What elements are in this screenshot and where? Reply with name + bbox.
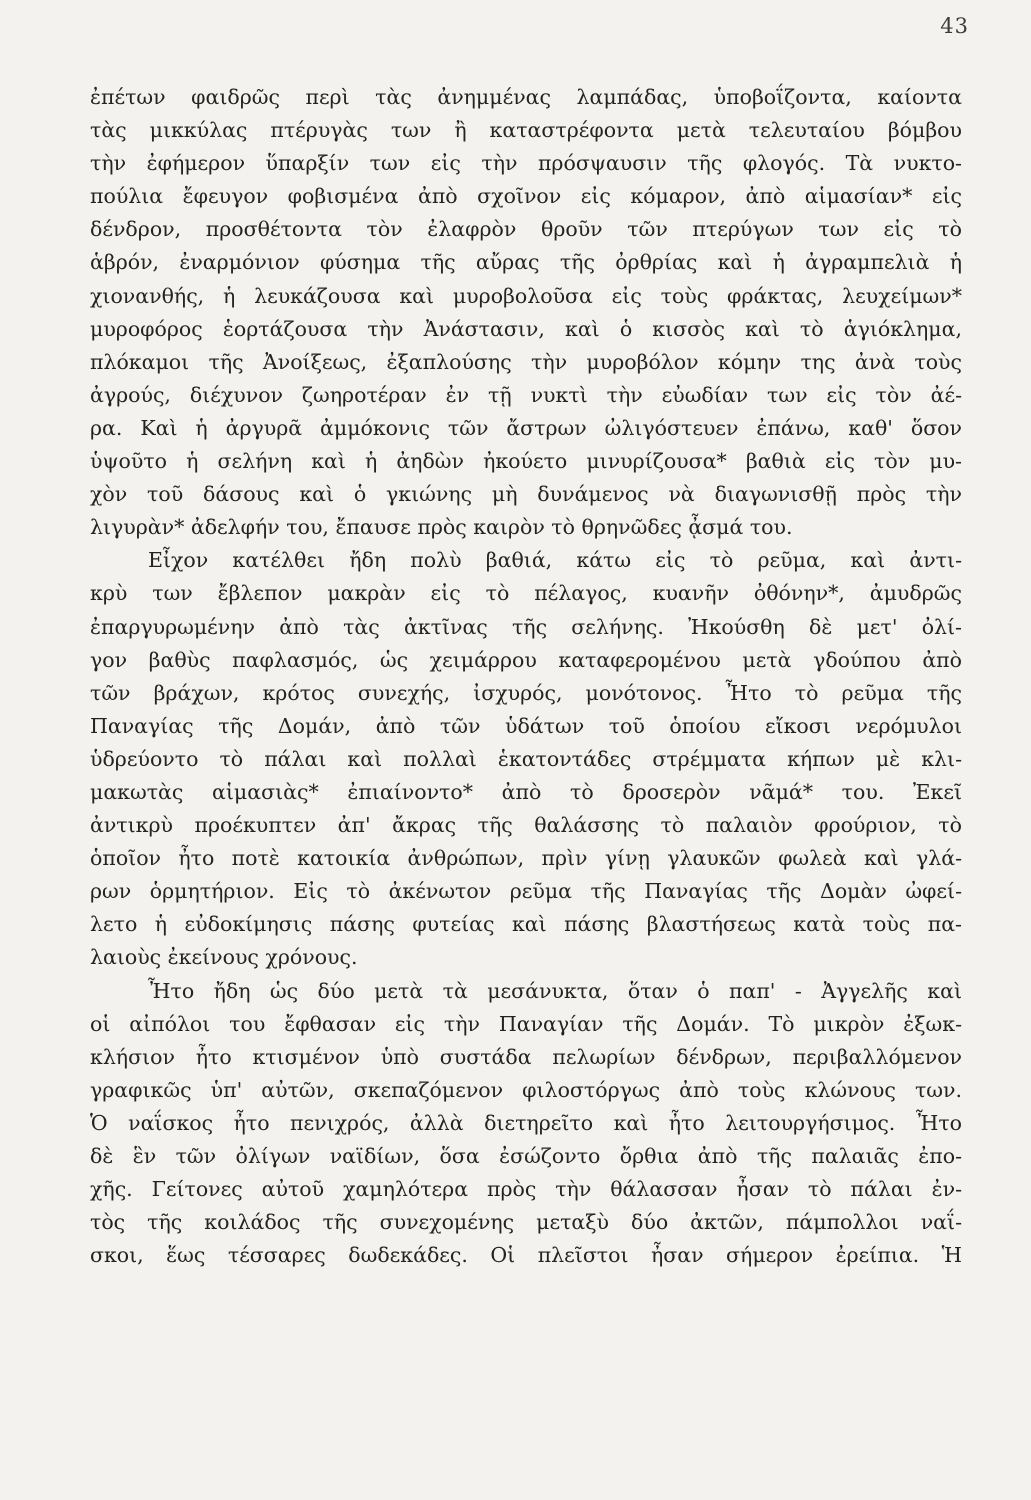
text-line: κρὺ των ἔβλεπον μακρὰν εἰς τὸ πέλαγος, κυανῆν ὀθόνην*, ἀμυδρῶς xyxy=(90,581,962,606)
text-line: ἁβρόν, ἐναρμόνιον φύσημα τῆς αὔρας τῆς ὀρθρίας καὶ ἡ ἀγραμπελιὰ ἡ xyxy=(90,250,962,275)
text-line: πούλια ἔφευγον φοβισμένα ἀπὸ σχοῖνον εἰς κόμαρον, ἀπὸ αἱμασίαν* εἰς xyxy=(90,184,962,209)
text-line: ἐπαργυρωμένην ἀπὸ τὰς ἀκτῖνας τῆς σελήνης. Ἠκούσθη δὲ μετ' ὀλί- xyxy=(90,614,962,639)
text-line: σκοι, ἕως τέσσαρες δωδεκάδες. Οἱ πλεῖστοι ἦσαν σήμερον ἐρείπια. Ἡ xyxy=(90,1243,962,1268)
text-line: Ὁ ναΐσκος ἦτο πενιχρός, ἀλλὰ διετηρεῖτο καὶ ἦτο λειτουργήσιμος. Ἦτο xyxy=(90,1110,962,1135)
text-line: λετο ἡ εὐδοκίμησις πάσης φυτείας καὶ πάσης βλαστήσεως κατὰ τοὺς πα- xyxy=(90,912,962,937)
text-line: τὰς μικκύλας πτέρυγὰς των ἢ καταστρέφοντα μετὰ τελευταίου βόμβου xyxy=(90,118,962,143)
text-line: μυροφόρος ἑορτάζουσα τὴν Ἀνάστασιν, καὶ ὁ κισσὸς καὶ τὸ ἁγιόκλημα, xyxy=(90,316,962,341)
text-line: χῆς. Γείτονες αὐτοῦ χαμηλότερα πρὸς τὴν θάλασσαν ἦσαν τὸ πάλαι ἐν- xyxy=(90,1177,962,1202)
text-line: λαιοὺς ἐκείνους χρόνους. xyxy=(90,945,358,970)
text-line: μακωτὰς αἱμασιὰς* ἐπιαίνοντο* ἀπὸ τὸ δροσερὸν νᾶμά* του. Ἐκεῖ xyxy=(90,779,962,804)
text-line: κλήσιον ἦτο κτισμένον ὑπὸ συστάδα πελωρίων δένδρων, περιβαλλόμενον xyxy=(90,1044,962,1069)
text-line: ρα. Καὶ ἡ ἀργυρᾶ ἀμμόκονις τῶν ἄστρων ὠλιγόστευεν ἐπάνω, καθ' ὅσον xyxy=(90,415,962,440)
text-line: οἱ αἰπόλοι του ἔφθασαν εἰς τὴν Παναγίαν τῆς Δομάν. Τὸ μικρὸν ἐξωκ- xyxy=(90,1011,962,1036)
text-line: ὁποῖον ἦτο ποτὲ κατοικία ἀνθρώπων, πρὶν γίνῃ γλαυκῶν φωλεὰ καὶ γλά- xyxy=(90,846,962,871)
text-line: ἐπέτων φαιδρῶς περὶ τὰς ἀνημμένας λαμπάδας, ὑποβοΐζοντα, καίοντα xyxy=(90,85,962,109)
text-line: τῶν βράχων, κρότος συνεχής, ἰσχυρός, μονότονος. Ἦτο τὸ ρεῦμα τῆς xyxy=(90,680,962,705)
text-line: λιγυρὰν* ἀδελφήν του, ἔπαυσε πρὸς καιρὸν τὸ θρηνῶδες ᾆσμά του. xyxy=(90,515,793,540)
text-line: τὴν ἐφήμερον ὕπαρξίν των εἰς τὴν πρόσψαυσιν τῆς φλογός. Τὰ νυκτο- xyxy=(90,151,962,176)
text-line: ὑψοῦτο ἡ σελήνη καὶ ἡ ἀηδὼν ἠκούετο μινυρίζουσα* βαθιὰ εἰς τὸν μυ- xyxy=(90,449,962,474)
paragraph-first-line: Εἶχον κατέλθει ἤδη πολὺ βαθιά, κάτω εἰς τὸ ρεῦμα, καὶ ἀντι- xyxy=(148,548,962,573)
text-line: πλόκαμοι τῆς Ἀνοίξεως, ἐξαπλούσης τὴν μυροβόλον κόμην της ἀνὰ τοὺς xyxy=(90,349,962,374)
text-line: γραφικῶς ὑπ' αὐτῶν, σκεπαζόμενον φιλοστόργως ἀπὸ τοὺς κλώνους των. xyxy=(90,1077,962,1102)
body-text xyxy=(90,81,962,1272)
text-line: δένδρον, προσθέτοντα τὸν ἐλαφρὸν θροῦν τῶν πτερύγων των εἰς τὸ xyxy=(90,217,962,242)
text-line: ὑδρεύοντο τὸ πάλαι καὶ πολλαὶ ἑκατοντάδες στρέμματα κήπων μὲ κλι- xyxy=(90,746,962,771)
text-line: γον βαθὺς παφλασμός, ὡς χειμάρρου καταφερομένου μετὰ γδούπου ἀπὸ xyxy=(90,647,962,672)
text-line: ἀντικρὺ προέκυπτεν ἀπ' ἄκρας τῆς θαλάσσης τὸ παλαιὸν φρούριον, τὸ xyxy=(90,813,962,838)
text-line: δὲ ἓν τῶν ὀλίγων ναϊδίων, ὅσα ἐσώζοντο ὄρθια ἀπὸ τῆς παλαιᾶς ἐπο- xyxy=(90,1144,962,1168)
text-line: τὸς τῆς κοιλάδος τῆς συνεχομένης μεταξὺ δύο ἀκτῶν, πάμπολλοι ναΐ- xyxy=(90,1210,962,1235)
page-number: 43 xyxy=(940,14,969,38)
text-line: ἀγρούς, διέχυνον ζωηροτέραν ἐν τῇ νυκτὶ τὴν εὐωδίαν των εἰς τὸν ἀέ- xyxy=(90,382,962,407)
text-line: χὸν τοῦ δάσους καὶ ὁ γκιώνης μὴ δυνάμενος νὰ διαγωνισθῇ πρὸς τὴν xyxy=(90,482,962,507)
text-line: Παναγίας τῆς Δομάν, ἀπὸ τῶν ὑδάτων τοῦ ὁποίου εἴκοσι νερόμυλοι xyxy=(90,713,962,738)
text-line: χιονανθής, ἡ λευκάζουσα καὶ μυροβολοῦσα εἰς τοὺς φράκτας, λευχείμων* xyxy=(90,283,962,308)
text-line: ρων ὁρμητήριον. Εἰς τὸ ἀκένωτον ρεῦμα τῆς Παναγίας τῆς Δομὰν ὠφεί- xyxy=(90,879,962,904)
paragraph-first-line: Ἦτο ἤδη ὡς δύο μετὰ τὰ μεσάνυκτα, ὅταν ὁ παπ' - Ἀγγελῆς καὶ xyxy=(148,978,962,1003)
